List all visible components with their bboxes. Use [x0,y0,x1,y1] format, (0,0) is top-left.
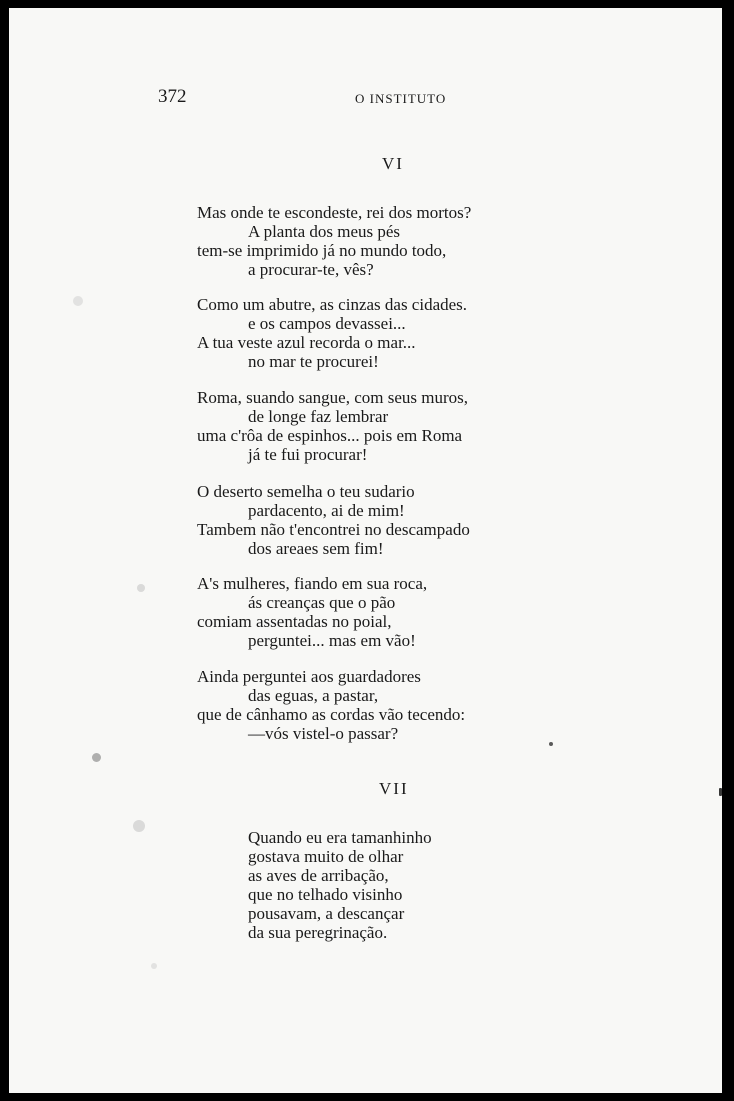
verse-line: as aves de arribação, [248,866,389,885]
verse-line: A tua veste azul recorda o mar... [197,333,416,352]
verse-line: A's mulheres, fiando em sua roca, [197,574,428,593]
verse-line: dos areaes sem fim! [248,539,384,558]
verse-line: tem-se imprimido já no mundo todo, [197,241,447,260]
verse-line: no mar te procurei! [248,352,379,371]
verse-line: de longe faz lembrar [248,407,389,426]
verse-line: pousavam, a descançar [248,904,405,923]
scan-speck [92,753,101,762]
verse-line: que no telhado visinho [248,885,403,904]
verse-line: A planta dos meus pés [248,222,401,241]
section-title-vii: VII [379,779,409,798]
page-number: 372 [158,86,187,107]
verse-line: Tambem não t'encontrei no descampado [197,520,470,539]
verse-line: —vós vistel-o passar? [248,724,399,743]
section-title-vi: VI [382,154,404,173]
verse-line: Roma, suando sangue, com seus muros, [197,388,469,407]
verse-line: da sua peregrinação. [248,923,388,942]
scan-speck [133,820,145,832]
verse-line: que de cânhamo as cordas vão tecendo: [197,705,466,724]
scan-speck [151,963,157,969]
verse-line: gostava muito de olhar [248,847,404,866]
scan-speck [549,742,553,746]
verse-line: e os campos devassei... [248,314,406,333]
verse-line: Ainda perguntei aos guardadores [197,667,421,686]
verse-line: a procurar-te, vês? [248,260,374,279]
verse-line: Como um abutre, as cinzas das cidades. [197,295,468,314]
scan-speck [137,584,145,592]
verse-line: comiam assentadas no poial, [197,612,392,631]
scan-speck [73,296,83,306]
verse-line: Quando eu era tamanhinho [248,828,432,847]
verse-line: uma c'rôa de espinhos... pois em Roma [197,426,463,445]
verse-line: das eguas, a pastar, [248,686,379,705]
running-header: O INSTITUTO [355,91,447,106]
verse-line: O deserto semelha o teu sudario [197,482,415,501]
verse-line: ás creanças que o pão [248,593,396,612]
scan-speck [719,788,722,796]
book-page [9,8,722,1093]
verse-line: já te fui procurar! [248,445,368,464]
verse-line: Mas onde te escondeste, rei dos mortos? [197,203,472,222]
verse-line: pardacento, ai de mim! [248,501,405,520]
verse-line: perguntei... mas em vão! [248,631,416,650]
